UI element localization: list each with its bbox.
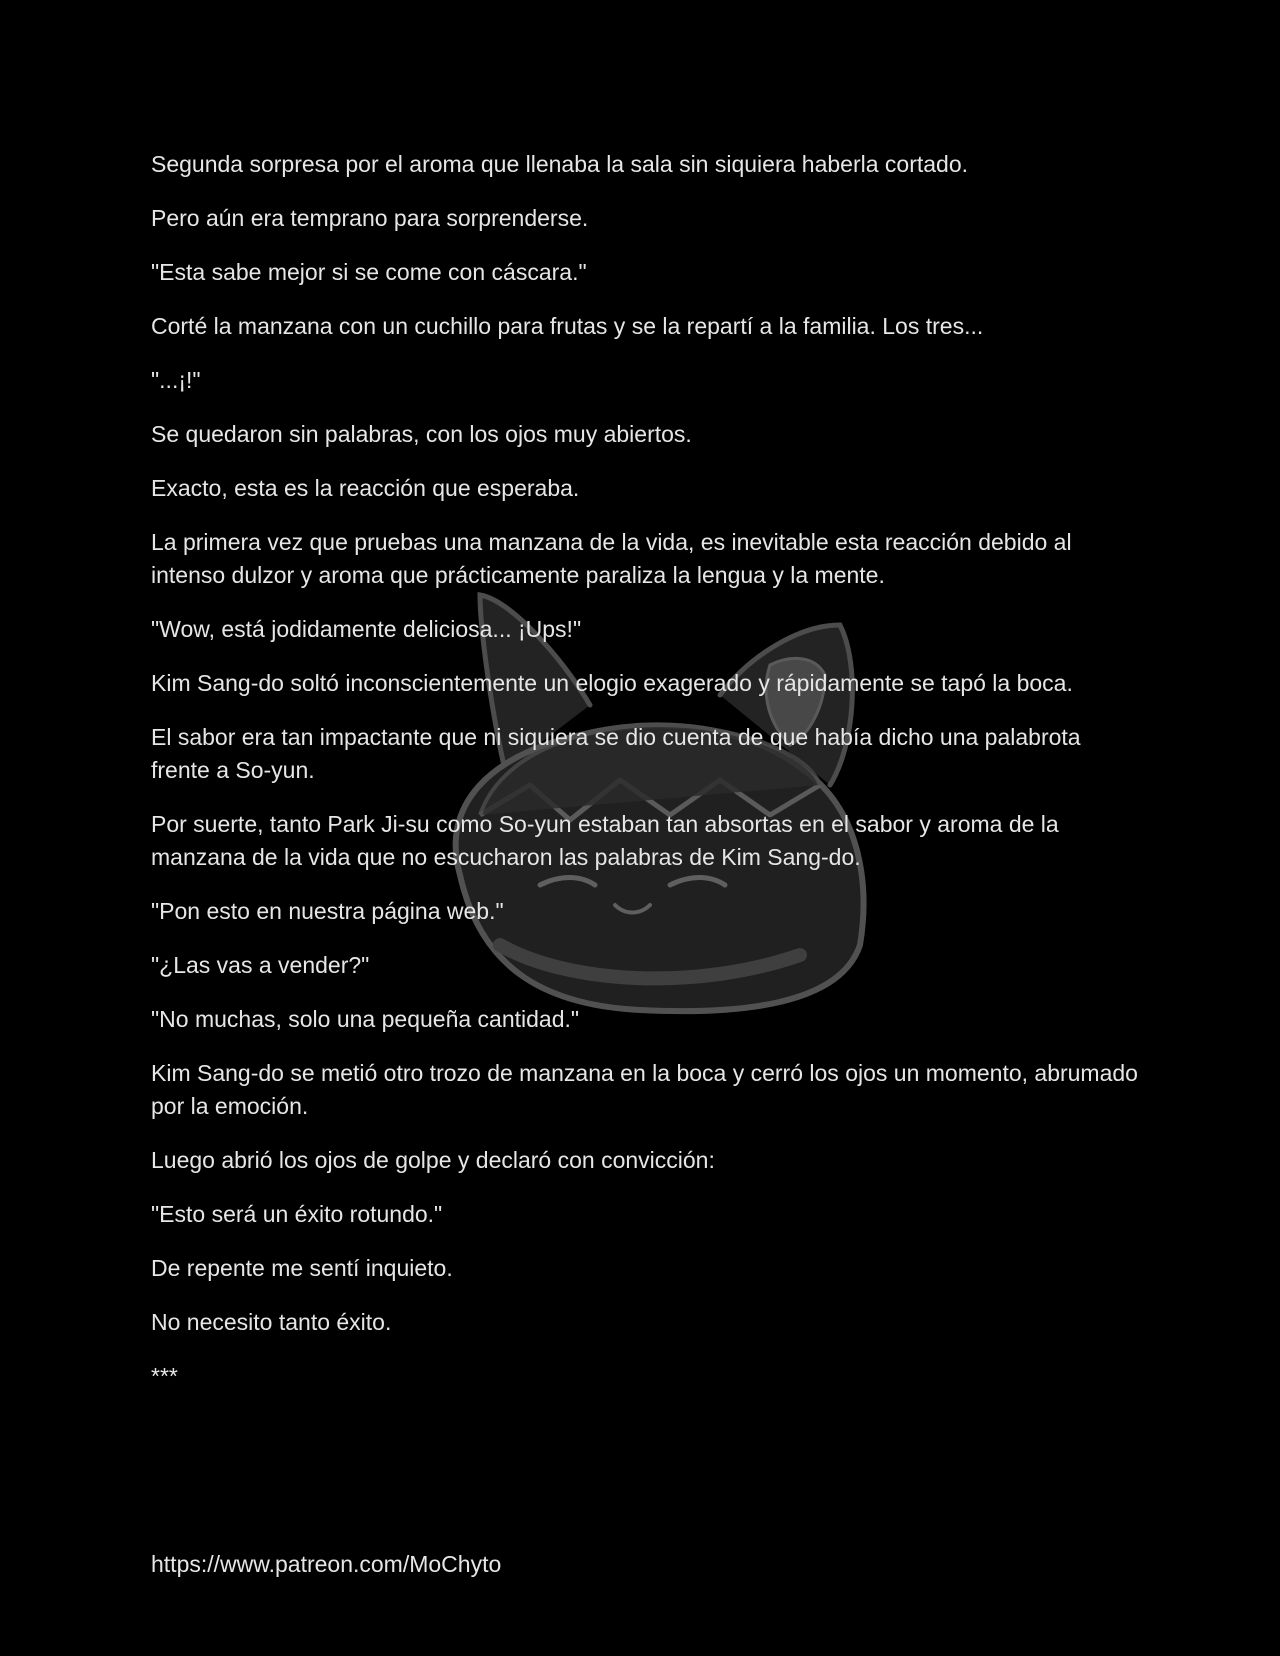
paragraph: Luego abrió los ojos de golpe y declaró con convicción: bbox=[151, 1147, 715, 1173]
paragraph: De repente me sentí inquieto. bbox=[151, 1255, 453, 1281]
paragraph: Pero aún era temprano para sorprenderse. bbox=[151, 205, 589, 231]
paragraph: Segunda sorpresa por el aroma que llenaba la sala sin siquiera haberla cortado. bbox=[151, 151, 969, 177]
paragraph: "Esto será un éxito rotundo." bbox=[151, 1201, 443, 1227]
paragraph: Exacto, esta es la reacción que esperaba. bbox=[151, 475, 580, 501]
paragraph: Kim Sang-do soltó inconscientemente un elogio exagerado y rápidamente se tapó la boca. bbox=[151, 670, 1073, 696]
paragraph: "...¡!" bbox=[151, 367, 201, 393]
paragraph: Corté la manzana con un cuchillo para frutas y se la repartí a la familia. Los tres... bbox=[151, 313, 984, 339]
patreon-link[interactable]: https://www.patreon.com/MoChyto bbox=[151, 1551, 502, 1577]
paragraph: "No muchas, solo una pequeña cantidad." bbox=[151, 1006, 580, 1032]
paragraph: El sabor era tan impactante que ni siquiera se dio cuenta de que había dicho una palabrota frente a So-yun. bbox=[151, 724, 1081, 783]
paragraph: "Esta sabe mejor si se come con cáscara." bbox=[151, 259, 587, 285]
paragraph: "Wow, está jodidamente deliciosa... ¡Ups!" bbox=[151, 616, 582, 642]
scene-break: *** bbox=[151, 1363, 178, 1389]
paragraph: No necesito tanto éxito. bbox=[151, 1309, 392, 1335]
paragraph: Kim Sang-do se metió otro trozo de manzana en la boca y cerró los ojos un momento, abrumado por la emoción. bbox=[151, 1060, 1138, 1119]
paragraph: Por suerte, tanto Park Ji-su como So-yun estaban tan absortas en el sabor y aroma de la manzana de la vida que no escucharon las palabras de Kim Sang-do. bbox=[151, 811, 1059, 870]
text-body bbox=[151, 148, 1141, 1414]
paragraph: Se quedaron sin palabras, con los ojos muy abiertos. bbox=[151, 421, 692, 447]
paragraph: "Pon esto en nuestra página web." bbox=[151, 898, 504, 924]
paragraph: "¿Las vas a vender?" bbox=[151, 952, 370, 978]
paragraph: La primera vez que pruebas una manzana de la vida, es inevitable esta reacción debido al intenso dulzor y aroma que prácticamente paraliza la lengua y la mente. bbox=[151, 529, 1072, 588]
